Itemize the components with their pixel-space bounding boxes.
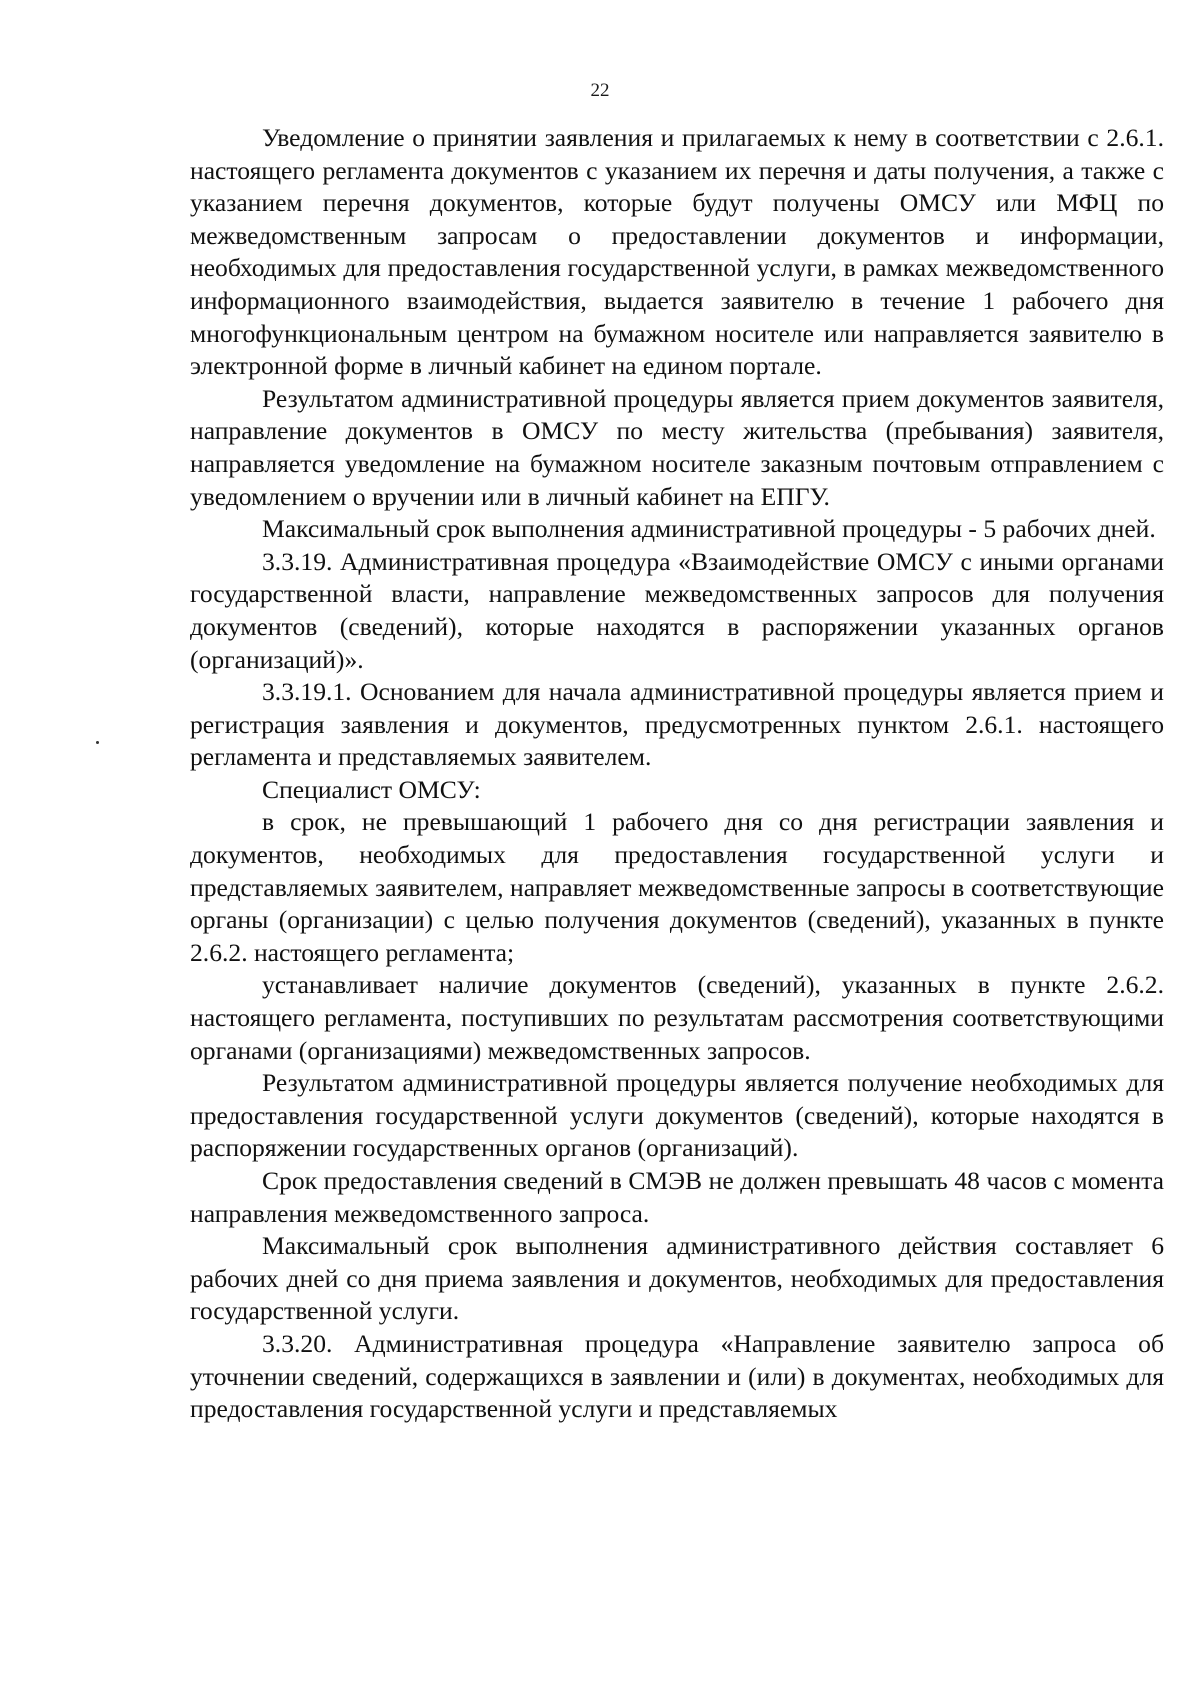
paragraph-section-3-3-19-1: 3.3.19.1. Основанием для начала административной процедуры является прием и регистрация заявления и документов, предусмотренных пунктом 2.6.1. настоящего регламента и представляемых заявителем. xyxy=(190,677,1164,772)
paragraph-result-documents-received: Результатом административной процедуры является получение необходимых для предоставления государственной услуги документов (сведений), которые находятся в распоряжении государственных органов (организаций). xyxy=(190,1068,1164,1163)
paragraph-max-term-6-days: Максимальный срок выполнения административного действия составляет 6 рабочих дней со дня приема заявления и документов, необходимых для предоставления государственной услуги. xyxy=(190,1231,1164,1326)
paragraph-establishes-documents: устанавливает наличие документов (сведений), указанных в пункте 2.6.2. настоящего регламента, поступивших по результатам рассмотрения соответствующими органами (организациями) межведомственных запросов. xyxy=(190,970,1164,1065)
paragraph-section-3-3-19: 3.3.19. Административная процедура «Взаимодействие ОМСУ с иными органами государственной власти, направление межведомственных запросов для получения документов (сведений), которые находятся в распоряжении указанных органов (организаций)». xyxy=(190,546,1164,674)
paragraph-notification-receipt: Уведомление о принятии заявления и прилагаемых к нему в соответствии с 2.6.1. настоящего регламента документов с указанием их перечня и даты получения, а также с указанием перечня документов, которые будут получены ОМСУ или МФЦ по межведомственным запросам о предоставлении документов и информации, необходимых для предоставления государственной услуги, в рамках межведомственного информационного взаимодействия, выдается заявителю в течение 1 рабочего дня многофункциональным центром на бумажном носителе или направляется заявителю в электронной форме в личный кабинет на едином портале. xyxy=(190,123,1164,381)
paragraph-interagency-requests: в срок, не превышающий 1 рабочего дня со дня регистрации заявления и документов, необходимых для предоставления государственной услуги и представляемых заявителем, направляет межведомственные запросы в соответствующие органы (организации) с целью получения документов (сведений), указанных в пункте 2.6.2. настоящего регламента; xyxy=(190,807,1164,967)
paragraph-smev-term: Срок предоставления сведений в СМЭВ не должен превышать 48 часов с момента направления межведомственного запроса. xyxy=(190,1166,1164,1228)
paragraph-specialist-omsu: Специалист ОМСУ: xyxy=(262,774,481,804)
paragraph-result-document-acceptance: Результатом административной процедуры является прием документов заявителя, направление документов в ОМСУ по месту жительства (пребывания) заявителя, направляется уведомление на бумажном носителе заказным почтовым отправлением с уведомлением о вручении или в личный кабинет на ЕПГУ. xyxy=(190,383,1164,511)
scan-artifact-dot xyxy=(96,741,99,744)
page-number: 22 xyxy=(590,80,610,101)
paragraph-section-3-3-20: 3.3.20. Административная процедура «Направление заявителю запроса об уточнении сведений, содержащихся в заявлении и (или) в документах, необходимых для предоставления государственной услуги и представляемых xyxy=(190,1328,1164,1424)
document-body xyxy=(190,122,1164,1426)
paragraph-max-term-5-days: Максимальный срок выполнения административной процедуры - 5 рабочих дней. xyxy=(262,514,1156,544)
